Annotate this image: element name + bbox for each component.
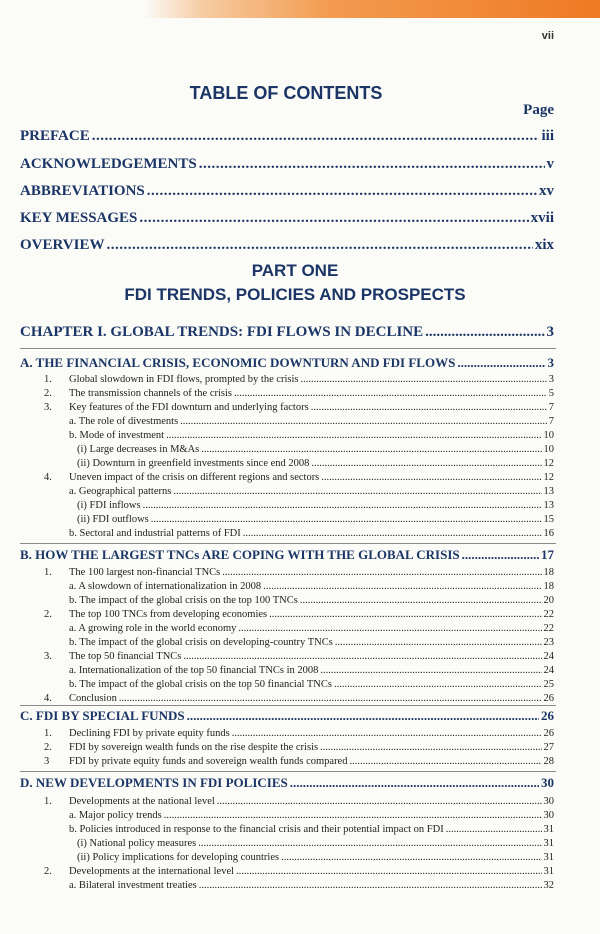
toc-item[interactable]: b. Policies introduced in response to the financial crisis and their potential impact on FDI ..... 31 — [44, 824, 554, 835]
toc-item[interactable]: 4. Uneven impact of the crisis on different regions and sectors ..... 12 — [44, 472, 554, 483]
toc-item[interactable]: b. The impact of the global crisis on the top 50 financial TNCs ..... 25 — [44, 679, 554, 690]
toc-entry-section-c[interactable]: C. FDI BY SPECIAL FUNDS ..... 26 — [20, 708, 554, 724]
toc-entry-section-d[interactable]: D. NEW DEVELOPMENTS IN FDI POLICIES ..... 30 — [20, 775, 554, 791]
toc-entry-acknowledgements[interactable]: ACKNOWLEDGEMENTS ..... v — [20, 156, 554, 173]
toc-item[interactable]: a. Geographical patterns ..... 13 — [44, 486, 554, 497]
toc-item[interactable]: 1. Declining FDI by private equity funds ..... 26 — [44, 728, 554, 739]
toc-entry-abbreviations[interactable]: ABBREVIATIONS ..... xv — [20, 183, 554, 200]
toc-entry-overview[interactable]: OVERVIEW ..... xix — [20, 237, 554, 254]
divider — [20, 348, 556, 349]
toc-item[interactable]: b. The impact of the global crisis on the top 100 TNCs ..... 20 — [44, 595, 554, 606]
toc-item[interactable]: 3. The top 50 financial TNCs ..... 24 — [44, 651, 554, 662]
top-color-band — [0, 0, 600, 18]
toc-item[interactable]: 2. Developments at the international level ..... 31 — [44, 866, 554, 877]
toc-entry-chapter-1[interactable]: CHAPTER I. GLOBAL TRENDS: FDI FLOWS IN DECLINE ..... 3 — [20, 324, 554, 341]
toc-entry-preface[interactable]: PREFACE ..... iii — [20, 128, 554, 145]
toc-item[interactable]: b. The impact of the global crisis on developing-country TNCs ..... 23 — [44, 637, 554, 648]
toc-entry-key-messages[interactable]: KEY MESSAGES ..... xvii — [20, 210, 554, 227]
toc-item[interactable]: 2. The top 100 TNCs from developing economies ..... 22 — [44, 609, 554, 620]
toc-item[interactable]: a. Major policy trends ..... 30 — [44, 810, 554, 821]
toc-item[interactable]: 2. FDI by sovereign wealth funds on the rise despite the crisis ..... 27 — [44, 742, 554, 753]
divider — [20, 543, 556, 544]
toc-entry-section-a[interactable]: A. THE FINANCIAL CRISIS, ECONOMIC DOWNTURN AND FDI FLOWS ..... 3 — [20, 355, 554, 371]
toc-item[interactable]: a. Bilateral investment treaties ..... 32 — [44, 880, 554, 891]
part-heading: PART ONE — [251, 261, 339, 280]
toc-item[interactable]: a. The role of divestments ..... 7 — [44, 416, 554, 427]
toc-item[interactable]: 4. Conclusion ..... 26 — [44, 693, 554, 704]
divider — [20, 771, 556, 772]
page-number: vii — [541, 30, 554, 42]
divider — [20, 705, 556, 706]
toc-item[interactable]: (ii) Policy implications for developing countries ..... 31 — [52, 852, 554, 863]
toc-item[interactable]: 1. Global slowdown in FDI flows, prompted by the crisis ..... 3 — [44, 374, 554, 385]
toc-item[interactable]: (ii) FDI outflows ..... 15 — [52, 514, 554, 525]
toc-item[interactable]: (i) National policy measures ..... 31 — [52, 838, 554, 849]
page-column-label: Page — [523, 102, 554, 118]
toc-item[interactable]: b. Sectoral and industrial patterns of FDI ..... 16 — [44, 528, 554, 539]
toc-item[interactable]: a. Internationalization of the top 50 financial TNCs in 2008 ..... 24 — [44, 665, 554, 676]
toc-item[interactable]: (i) Large decreases in M&As ..... 10 — [52, 444, 554, 455]
part-subheading: FDI TRENDS, POLICIES AND PROSPECTS — [124, 285, 466, 304]
toc-item[interactable]: a. A slowdown of internationalization in 2008 ..... 18 — [44, 581, 554, 592]
toc-item[interactable]: 3 FDI by private equity funds and sovereign wealth funds compared ..... 28 — [44, 756, 554, 767]
toc-item[interactable]: b. Mode of investment ..... 10 — [44, 430, 554, 441]
toc-item[interactable]: 1. Developments at the national level ..... 30 — [44, 796, 554, 807]
toc-item[interactable]: 3. Key features of the FDI downturn and underlying factors ..... 7 — [44, 402, 554, 413]
toc-item[interactable]: (i) FDI inflows ..... 13 — [52, 500, 554, 511]
toc-entry-section-b[interactable]: B. HOW THE LARGEST TNCs ARE COPING WITH THE GLOBAL CRISIS ..... 17 — [20, 547, 554, 563]
toc-item[interactable]: 2. The transmission channels of the crisis ..... 5 — [44, 388, 554, 399]
toc-item[interactable]: 1. The 100 largest non-financial TNCs ..... 18 — [44, 567, 554, 578]
page-title: TABLE OF CONTENTS — [189, 83, 383, 103]
toc-item[interactable]: (ii) Downturn in greenfield investments since end 2008 ..... 12 — [52, 458, 554, 469]
toc-item[interactable]: a. A growing role in the world economy ..... 22 — [44, 623, 554, 634]
